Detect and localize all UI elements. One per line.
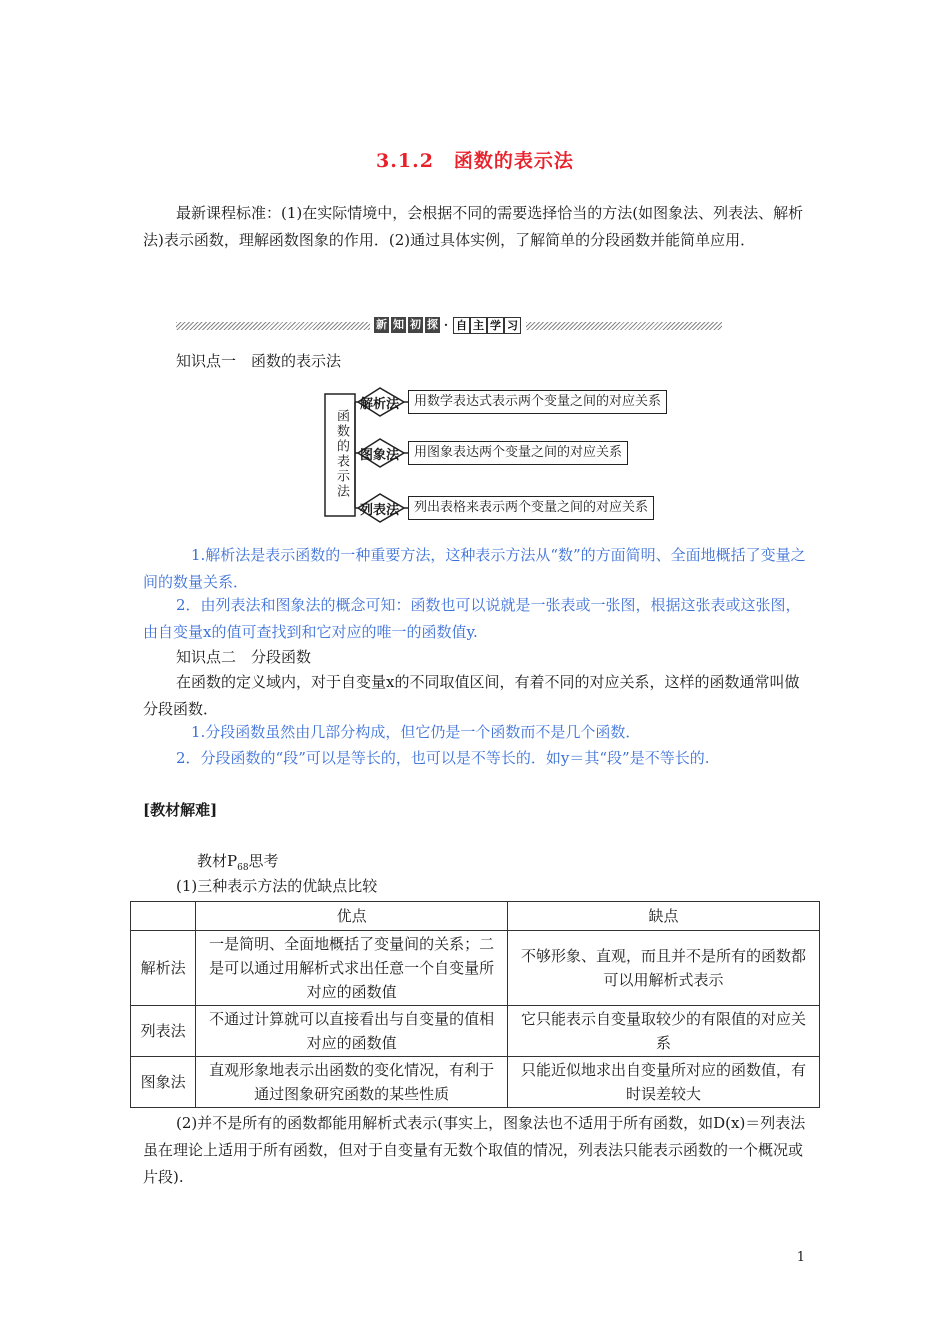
textbook-ref-tail: 思考 <box>248 852 279 870</box>
k1-note-2: 2．由列表法和图象法的概念可知：函数也可以说就是一张表或一张图，根据这张表或这张图，由自变量x的值可查找到和它对应的唯一的函数值y. <box>143 596 801 641</box>
table-cell-con: 不够形象、直观，而且并不是所有的函数都可以用解析式表示 <box>508 931 820 1006</box>
diagram-desc-graph: 用图象表达两个变量之间的对应关系 <box>408 441 628 465</box>
representation-diagram <box>320 384 660 524</box>
table-header-row <box>131 902 820 931</box>
item-1: (1)三种表示方法的优缺点比较 <box>176 877 378 895</box>
banner-dot: · <box>443 318 449 332</box>
k1-heading: 知识点一 函数的表示法 <box>176 352 342 370</box>
banner-tag-7: 学 <box>487 317 504 334</box>
k2-body: 在函数的定义域内，对于自变量x的不同取值区间，有着不同的对应关系，这样的函数通常叫做分段函数． <box>143 673 800 718</box>
curriculum-standard: 最新课程标准：(1)在实际情境中，会根据不同的需要选择恰当的方法(如图象法、列表法、解析法)表示函数，理解函数图象的作用．(2)通过具体实例，了解简单的分段函数并能简单应用． <box>143 204 804 249</box>
table-row <box>131 1006 820 1057</box>
textbook-ref-page: 68 <box>237 863 249 873</box>
section-banner <box>176 316 722 336</box>
banner-tag-5: 自 <box>453 317 470 334</box>
textbook-ref-prefix: 教材P <box>197 852 238 870</box>
banner-tag-4: 探 <box>427 318 438 331</box>
diagram-label-graph: 图象法 <box>360 448 400 463</box>
banner-hatch-left <box>176 322 370 330</box>
diagram-desc-table: 列出表格来表示两个变量之间的对应关系 <box>408 496 654 520</box>
table-cell-pro: 一是简明、全面地概括了变量间的关系；二是可以通过用解析式求出任意一个自变量所对应的函数值 <box>196 931 508 1006</box>
k2-note-1: 1.分段函数虽然由几部分构成，但它仍是一个函数而不是几个函数． <box>191 723 641 741</box>
textbook-reference <box>197 850 279 873</box>
diagram-desc-analytic: 用数学表达式表示两个变量之间的对应关系 <box>408 390 667 414</box>
table-cell-pro: 不通过计算就可以直接看出与自变量的值相对应的函数值 <box>196 1006 508 1057</box>
diagram-label-analytic: 解析法 <box>360 397 400 412</box>
k2-note-2: 2．分段函数的“段”可以是等长的，也可以是不等长的．如y＝其“段”是不等长的. <box>176 749 710 767</box>
page-number: 1 <box>796 1250 805 1265</box>
comparison-table <box>130 901 820 1108</box>
k2-heading: 知识点二 分段函数 <box>176 648 312 666</box>
table-cell-method: 解析法 <box>131 931 196 1006</box>
banner-tag-8: 习 <box>504 317 521 334</box>
table-cell-pro: 直观形象地表示出函数的变化情况，有利于通过图象研究函数的某些性质 <box>196 1057 508 1108</box>
banner-tag-1: 新 <box>376 318 387 331</box>
table-row <box>131 1057 820 1108</box>
table-cell-method: 图象法 <box>131 1057 196 1108</box>
diagram-label-table: 列表法 <box>360 503 400 518</box>
table-cell-method: 列表法 <box>131 1006 196 1057</box>
banner-tag-2: 知 <box>393 318 404 331</box>
table-cell-con: 只能近似地求出自变量所对应的函数值，有时误差较大 <box>508 1057 820 1108</box>
table-header-cell: 缺点 <box>508 902 820 931</box>
diagram-root-label: 函数的表示法 <box>334 409 349 499</box>
page-title: 3.1.2 函数的表示法 <box>376 150 574 172</box>
banner-tag-6: 主 <box>470 317 487 334</box>
jiaocai-heading: [教材解难] <box>143 801 218 819</box>
table-header-cell <box>131 902 196 931</box>
banner-tag-3: 初 <box>410 318 421 331</box>
table-row <box>131 931 820 1006</box>
banner-hatch-right <box>526 322 722 330</box>
item-2: (2)并不是所有的函数都能用解析式表示(事实上，图象法也不适用于所有函数，如D(x)＝列表法虽在理论上适用于所有函数，但对于自变量有无数个取值的情况，列表法只能表示函数的一个概况或片段). <box>143 1114 806 1186</box>
table-cell-con: 它只能表示自变量取较少的有限值的对应关系 <box>508 1006 820 1057</box>
k1-note-1: 1.解析法是表示函数的一种重要方法，这种表示方法从“数”的方面简明、全面地概括了变量之间的数量关系． <box>143 546 806 591</box>
table-header-cell: 优点 <box>196 902 508 931</box>
